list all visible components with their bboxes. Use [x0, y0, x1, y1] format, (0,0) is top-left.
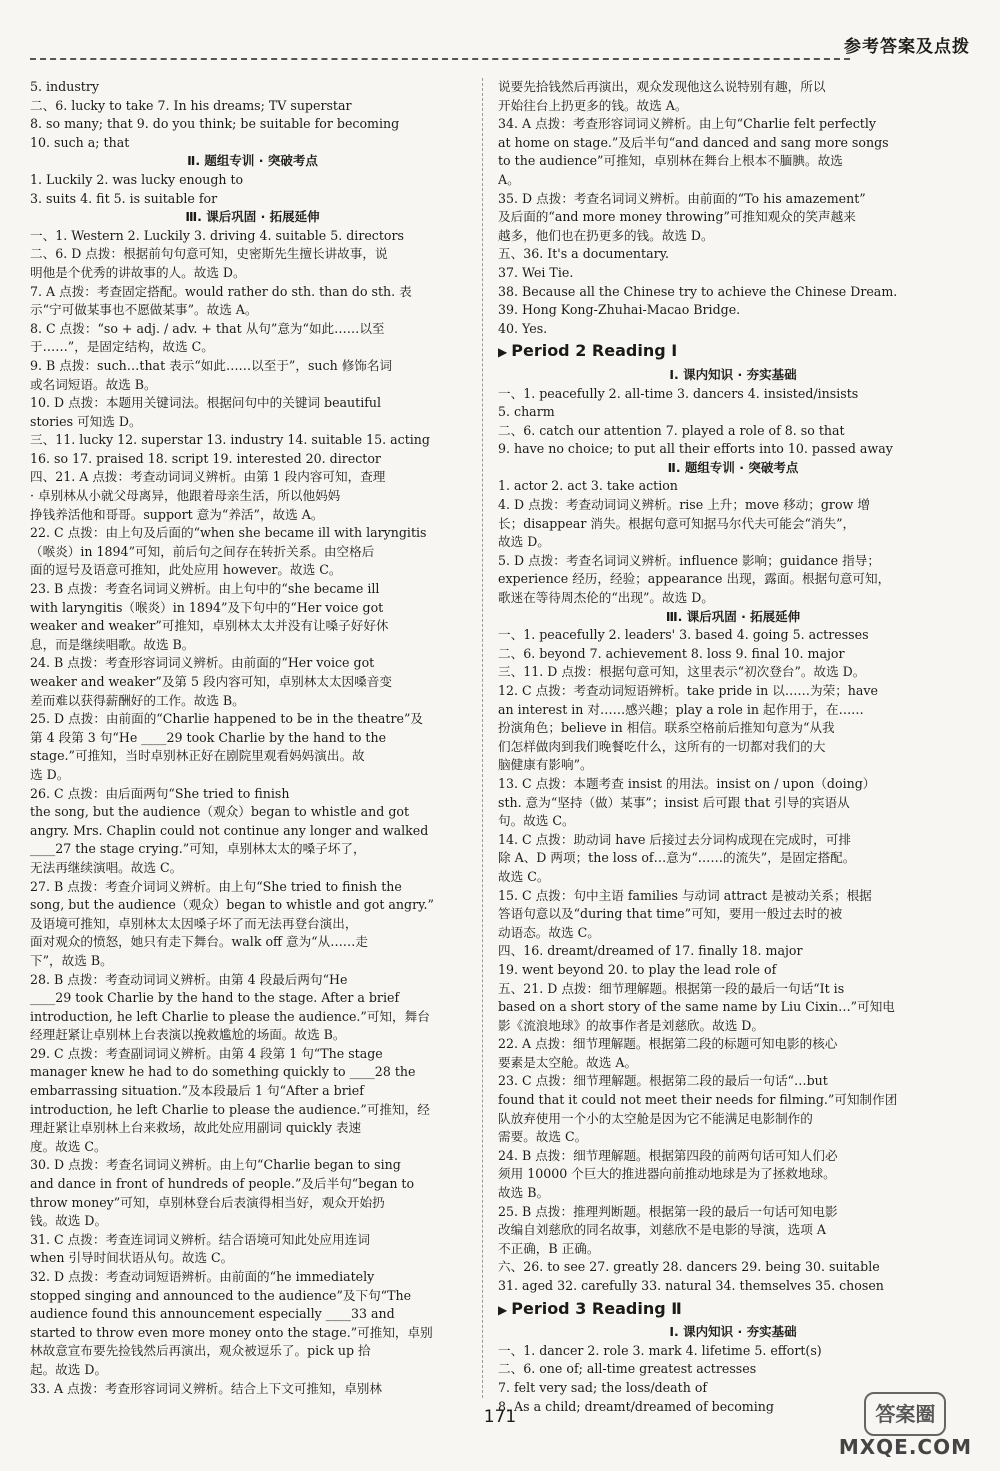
- answer-line: weaker and weaker”可推知，卓别林太太并没有让嗓子好好休: [30, 618, 389, 634]
- answer-line: throw money”可知，卓别林登台后表演得相当好，观众开始扔: [30, 1194, 385, 1210]
- header-title: 参考答案及点拨: [844, 37, 970, 57]
- answer-line: 32. D 点拨：考查动词短语辨析。由前面的“he immediately: [30, 1269, 375, 1284]
- answer-line: stories 可知选 D。: [30, 413, 142, 429]
- answer-line: 明他是个优秀的讲故事的人。故选 D。: [30, 264, 246, 280]
- answer-line: angry. Mrs. Chaplin could not continue any longer and walked: [30, 822, 429, 838]
- answer-line: found that it could not meet their needs for filming.”可知制作团: [498, 1092, 898, 1108]
- answer-line: 25. B 点拨：推理判断题。根据第一段的最后一句话可知电影: [498, 1203, 838, 1219]
- answer-line: 8. so many; that 9. do you think; be suitable for becoming: [30, 116, 400, 132]
- answer-line: 35. D 点拨：考查名词词义辨析。由前面的“To his amazement”: [498, 190, 866, 206]
- answer-line: 长；disappear 消失。根据句意可知据马尔代夫可能会“消失”，: [498, 515, 856, 531]
- answer-line: 一、1. peacefully 2. all-time 3. dancers 4. insisted/insists: [498, 385, 859, 401]
- answer-line: 28. B 点拨：考查动词词义辨析。由第 4 段最后两句“He: [30, 971, 348, 987]
- answer-line: 30. D 点拨：考查名词词义辨析。由上句“Charlie began to sing: [30, 1157, 401, 1173]
- page-header: [30, 30, 970, 70]
- answer-line: 四、16. dreamt/dreamed of 17. finally 18. major: [498, 943, 803, 959]
- answer-line: 9. B 点拨：such…that 表示“如此……以至于”，such 修饰名词: [30, 357, 393, 373]
- answer-line: 差而难以获得薪酬好的工作。故选 B。: [30, 692, 245, 708]
- answer-line: 息，而是继续唱歌。故选 B。: [30, 636, 195, 652]
- answer-line: 14. C 点拨：助动词 have 后接过去分词构成现在完成时，可排: [498, 831, 851, 847]
- period-heading: ▶ Period 3 Reading Ⅱ: [498, 1300, 968, 1320]
- answer-line: 五、21. D 点拨：细节理解题。根据第一段的最后一句话“It is: [498, 980, 845, 996]
- answer-line: 12. C 点拨：考查动词短语辨析。take pride in 以……为荣；have: [498, 683, 878, 698]
- answer-line: introduction, he left Charlie to please the audience.”可推知，经: [30, 1101, 430, 1117]
- answer-line: 5. charm: [498, 404, 555, 420]
- answer-line: 33. A 点拨：考查形容词词义辨析。结合上下文可推知，卓别林: [30, 1380, 382, 1396]
- answer-line: 二、6. catch our attention 7. played a role of 8. so that: [498, 422, 845, 438]
- answer-line: 39. Hong Kong-Zhuhai-Macao Bridge.: [498, 302, 741, 318]
- answer-line: 歌迷在等待周杰伦的“出现”。故选 D。: [498, 590, 714, 606]
- answer-line: experience 经历，经验；appearance 出现，露面。根据句意可知，: [498, 571, 891, 587]
- answer-line: 23. B 点拨：考查名词词义辨析。由上句中的“she became ill: [30, 581, 380, 597]
- answer-line: started to throw even more money onto the stage.”可推知，卓别: [30, 1324, 433, 1340]
- answer-line: 5. industry: [30, 79, 99, 94]
- answer-line: 三、11. lucky 12. superstar 13. industry 14. suitable 15. acting: [30, 432, 430, 448]
- answer-line: 选 D。: [30, 766, 70, 782]
- answer-line: 改编自刘慈欣的同名故事，刘慈欣不是电影的导演，选项 A: [498, 1222, 826, 1238]
- answer-line: 二、6. one of; all-time greatest actresses: [498, 1361, 757, 1377]
- answer-line: audience found this announcement especially ____33 and: [30, 1306, 395, 1322]
- answer-line: 动语态。故选 C。: [498, 924, 600, 940]
- answer-line: 9. have no choice; to put all their efforts into 10. passed away: [498, 441, 893, 457]
- answer-line: 故选 D。: [498, 534, 550, 550]
- answer-line: weaker and weaker”及第 5 段内容可知，卓别林太太因嗓音变: [30, 674, 392, 689]
- answer-line: 理赶紧让卓别林上台来救场，故此处应用副词 quickly 表速: [30, 1120, 362, 1136]
- answer-line: 24. B 点拨：细节理解题。根据第四段的前两句话可知人们必: [498, 1147, 838, 1163]
- answer-line: 故选 B。: [498, 1185, 550, 1201]
- answer-line: stopped singing and announced to the audience”及下句“The: [30, 1287, 412, 1303]
- answer-line: 挣钱养活他和哥哥。support 意为“养活”，故选 A。: [30, 506, 324, 522]
- watermark-site: MXQE.COM: [838, 1435, 972, 1460]
- answer-line: 故选 C。: [498, 868, 550, 884]
- answer-line: 24. B 点拨：考查形容词词义辨析。由前面的“Her voice got: [30, 655, 375, 671]
- answer-line: sth. 意为“坚持（做）某事”；insist 后可跟 that 引导的宾语从: [498, 794, 850, 810]
- column-divider: [482, 78, 483, 1398]
- answer-line: an interest in 对……感兴趣；play a role in 起作用于，在……: [498, 701, 864, 717]
- answer-line: 说要先拾钱然后再演出，观众发现他这么说特别有趣，所以: [498, 79, 826, 94]
- answer-line: 22. C 点拨：由上句及后面的“when she became ill with laryngitis: [30, 525, 427, 541]
- answer-line: 句。故选 C。: [498, 813, 575, 829]
- answer-line: 示“宁可做某事也不愿做某事”。故选 A。: [30, 302, 258, 318]
- answer-line: 需要。故选 C。: [498, 1129, 588, 1145]
- answer-line: 19. went beyond 20. to play the lead role of: [498, 961, 777, 977]
- answer-line: 23. C 点拨：细节理解题。根据第二段的最后一句话“…but: [498, 1073, 828, 1089]
- answer-line: 3. suits 4. fit 5. is suitable for: [30, 190, 218, 206]
- answer-line: to the audience”可推知，卓别林在舞台上根本不腼腆。故选: [498, 153, 843, 169]
- answer-line: at home on stage.”及后半句“and danced and sang more songs: [498, 134, 889, 150]
- left-column: [30, 78, 475, 1398]
- answer-line: 开始往台上扔更多的钱。故选 A。: [498, 97, 688, 113]
- answer-line: 31. C 点拨：考查连词词义辨析。结合语境可知此处应用连词: [30, 1231, 370, 1247]
- answer-line: 们怎样做肉到我们晚餐吃什么，这所有的一切都对我们的大: [498, 738, 826, 754]
- answer-line: 于……”，是固定结构，故选 C。: [30, 339, 214, 355]
- section-heading: Ⅰ. 课内知识 · 夯实基础: [669, 1324, 797, 1340]
- answer-line: 二、6. D 点拨：根据前句句意可知，史密斯先生擅长讲故事，说: [30, 246, 388, 262]
- answer-line: 起。故选 D。: [30, 1361, 108, 1377]
- answer-line: 34. A 点拨：考查形容词词义辨析。由上句“Charlie felt perfectly: [498, 116, 876, 132]
- answer-line: 1. Luckily 2. was lucky enough to: [30, 171, 244, 187]
- answer-line: based on a short story of the same name by Liu Cixin…”可知电: [498, 999, 895, 1015]
- answer-line: 10. such a; that: [30, 134, 130, 150]
- period-heading: ▶ Period 2 Reading Ⅰ: [498, 342, 968, 362]
- answer-line: 及语境可推知，卓别林太太因嗓子坏了而无法再登台演出，: [30, 915, 358, 931]
- answer-line: 经理赶紧让卓别林上台表演以挽救尴尬的场面。故选 B。: [30, 1027, 346, 1043]
- answer-line: 林故意宣布要先捡钱然后再演出，观众被逗乐了。pick up 拾: [30, 1343, 371, 1359]
- answer-line: 三、11. D 点拨：根据句意可知，这里表示“初次登台”。故选 D。: [498, 664, 866, 680]
- answer-line: 钱。故选 D。: [30, 1213, 108, 1229]
- answer-line: 除 A、D 两项；the loss of…意为“……的流失”，是固定搭配。: [498, 850, 856, 866]
- answer-line: 六、26. to see 27. greatly 28. dancers 29. being 30. suitable: [498, 1259, 880, 1275]
- answer-line: ____27 the stage crying.”可知，卓别林太太的嗓子坏了，: [30, 841, 366, 857]
- answer-line: 22. A 点拨：细节理解题。根据第二段的标题可知电影的核心: [498, 1036, 838, 1052]
- answer-line: 10. D 点拨：本题用关键词法。根据问句中的关键词 beautiful: [30, 395, 382, 411]
- page-number: 171: [483, 1407, 517, 1427]
- answer-line: the song, but the audience（观众）began to whistle and got: [30, 804, 410, 820]
- watermark-logo: 答案圈: [864, 1392, 946, 1436]
- answer-line: 扮演角色；believe in 相信。联系空格前后推知句意为“从我: [498, 720, 835, 736]
- section-heading: Ⅰ. 课内知识 · 夯实基础: [669, 366, 797, 382]
- answer-line: 四、21. A 点拨：考查动词词义辨析。由第 1 段内容可知，查理: [30, 469, 386, 485]
- answer-line: 不正确，B 正确。: [498, 1240, 600, 1256]
- watermark: [838, 1392, 972, 1460]
- section-heading: Ⅱ. 题组专训 · 突破考点: [187, 153, 318, 169]
- section-heading: Ⅲ. 课后巩固 · 拓展延伸: [185, 209, 320, 225]
- answer-line: 8. C 点拨：“so + adj. / adv. + that 从句”意为“如此……以至: [30, 320, 385, 336]
- answer-line: 15. C 点拨：句中主语 families 与动词 attract 是被动关系；根据: [498, 887, 872, 903]
- answer-line: 8. As a child; dreamt/dreamed of becoming: [498, 1398, 774, 1414]
- answer-line: 一、1. peacefully 2. leaders' 3. based 4. going 5. actresses: [498, 627, 869, 643]
- answer-line: 度。故选 C。: [30, 1138, 107, 1154]
- answer-line: 二、6. lucky to take 7. In his dreams; TV superstar: [30, 97, 352, 113]
- answer-line: 五、36. It's a documentary.: [498, 246, 670, 262]
- answer-line: 27. B 点拨：考查介词词义辨析。由上句“She tried to finish the: [30, 878, 402, 894]
- answer-line: and dance in front of hundreds of people.”及后半句“began to: [30, 1176, 415, 1192]
- answer-line: stage.”可推知，当时卓别林正好在剧院里观看妈妈演出。故: [30, 748, 365, 764]
- answer-line: 7. A 点拨：考查固定搭配。would rather do sth. than do sth. 表: [30, 283, 412, 299]
- answer-line: 31. aged 32. carefully 33. natural 34. themselves 35. chosen: [498, 1278, 884, 1293]
- answer-line: 29. C 点拨：考查副词词义辨析。由第 4 段第 1 句“The stage: [30, 1045, 383, 1061]
- answer-line: 40. Yes.: [498, 320, 548, 336]
- answer-line: 下”，故选 B。: [30, 952, 113, 968]
- answer-line: 队放弃使用一个小的太空舱是因为它不能满足电影制作的: [498, 1110, 813, 1126]
- answer-line: 越多，他们也在扔更多的钱。故选 D。: [498, 227, 714, 243]
- answer-line: 26. C 点拨：由后面两句“She tried to finish: [30, 785, 290, 801]
- answer-line: 37. Wei Tie.: [498, 264, 574, 280]
- answer-line: 4. D 点拨：考查动词词义辨析。rise 上升；move 移动；grow 增: [498, 497, 870, 513]
- answer-line: introduction, he left Charlie to please the audience.”可知，舞台: [30, 1008, 430, 1024]
- section-heading: Ⅲ. 课后巩固 · 拓展延伸: [665, 608, 801, 624]
- answer-line: with laryngitis（喉炎）in 1894”及下句中的“Her voice got: [30, 599, 384, 615]
- answer-line: 面对观众的愤怒，她只有走下舞台。walk off 意为“从……走: [30, 934, 368, 950]
- answer-line: 影《流浪地球》的故事作者是刘慈欣。故选 D。: [498, 1017, 764, 1033]
- answer-line: 一、1. Western 2. Luckily 3. driving 4. suitable 5. directors: [30, 227, 404, 243]
- answer-line: 无法再继续演唱。故选 C。: [30, 859, 183, 875]
- answer-line: 1. actor 2. act 3. take action: [498, 478, 678, 494]
- answer-line: 25. D 点拨：由前面的“Charlie happened to be in the theatre”及: [30, 711, 423, 727]
- answer-line: 第 4 段第 3 句“He ____29 took Charlie by the hand to the: [30, 729, 387, 745]
- answer-line: · 卓别林从小就父母离异，他跟着母亲生活，所以他妈妈: [30, 488, 341, 504]
- answer-line: A。: [498, 171, 520, 187]
- answer-line: 38. Because all the Chinese try to achieve the Chinese Dream.: [498, 283, 898, 299]
- right-column: [498, 78, 968, 1416]
- answer-line: 13. C 点拨：本题考查 insist 的用法。insist on / upon（doing）: [498, 775, 876, 791]
- answer-line: 面的逗号及语意可推知，此处应用 however。故选 C。: [30, 562, 342, 578]
- answer-line: when 引导时间状语从句。故选 C。: [30, 1250, 234, 1266]
- answer-line: 7. felt very sad; the loss/death of: [498, 1379, 708, 1395]
- answer-line: 一、1. dancer 2. role 3. mark 4. lifetime 5. effort(s): [498, 1342, 822, 1358]
- section-heading: Ⅱ. 题组专训 · 突破考点: [667, 459, 799, 475]
- answer-line: 脑健康有影响”。: [498, 757, 593, 773]
- answer-line: 16. so 17. praised 18. script 19. interested 20. director: [30, 450, 381, 466]
- header-rule: [30, 58, 850, 60]
- answer-line: 须用 10000 个巨大的推进器向前推动地球是为了拯救地球。: [498, 1166, 836, 1182]
- answer-line: 或名词短语。故选 B。: [30, 376, 157, 392]
- answer-line: 二、6. beyond 7. achievement 8. loss 9. final 10. major: [498, 645, 845, 661]
- answer-line: song, but the audience（观众）began to whistle and got angry.”: [30, 897, 434, 913]
- answer-line: 答语句意以及“during that time”可知，要用一般过去时的被: [498, 906, 843, 922]
- answer-line: 要素是太空舱。故选 A。: [498, 1054, 638, 1070]
- answer-line: （喉炎）in 1894”可知，前后句之间存在转折关系。由空格后: [30, 543, 375, 559]
- answer-line: embarrassing situation.”及本段最后 1 句“After a brief: [30, 1083, 364, 1099]
- answer-line: manager knew he had to do something quickly to ____28 the: [30, 1064, 416, 1080]
- answer-line: 及后面的“and more money throwing”可推知观众的笑声越来: [498, 209, 856, 225]
- answer-line: 5. D 点拨：考查名词词义辨析。influence 影响；guidance 指导；: [498, 552, 880, 568]
- answer-line: ____29 took Charlie by the hand to the stage. After a brief: [30, 990, 400, 1006]
